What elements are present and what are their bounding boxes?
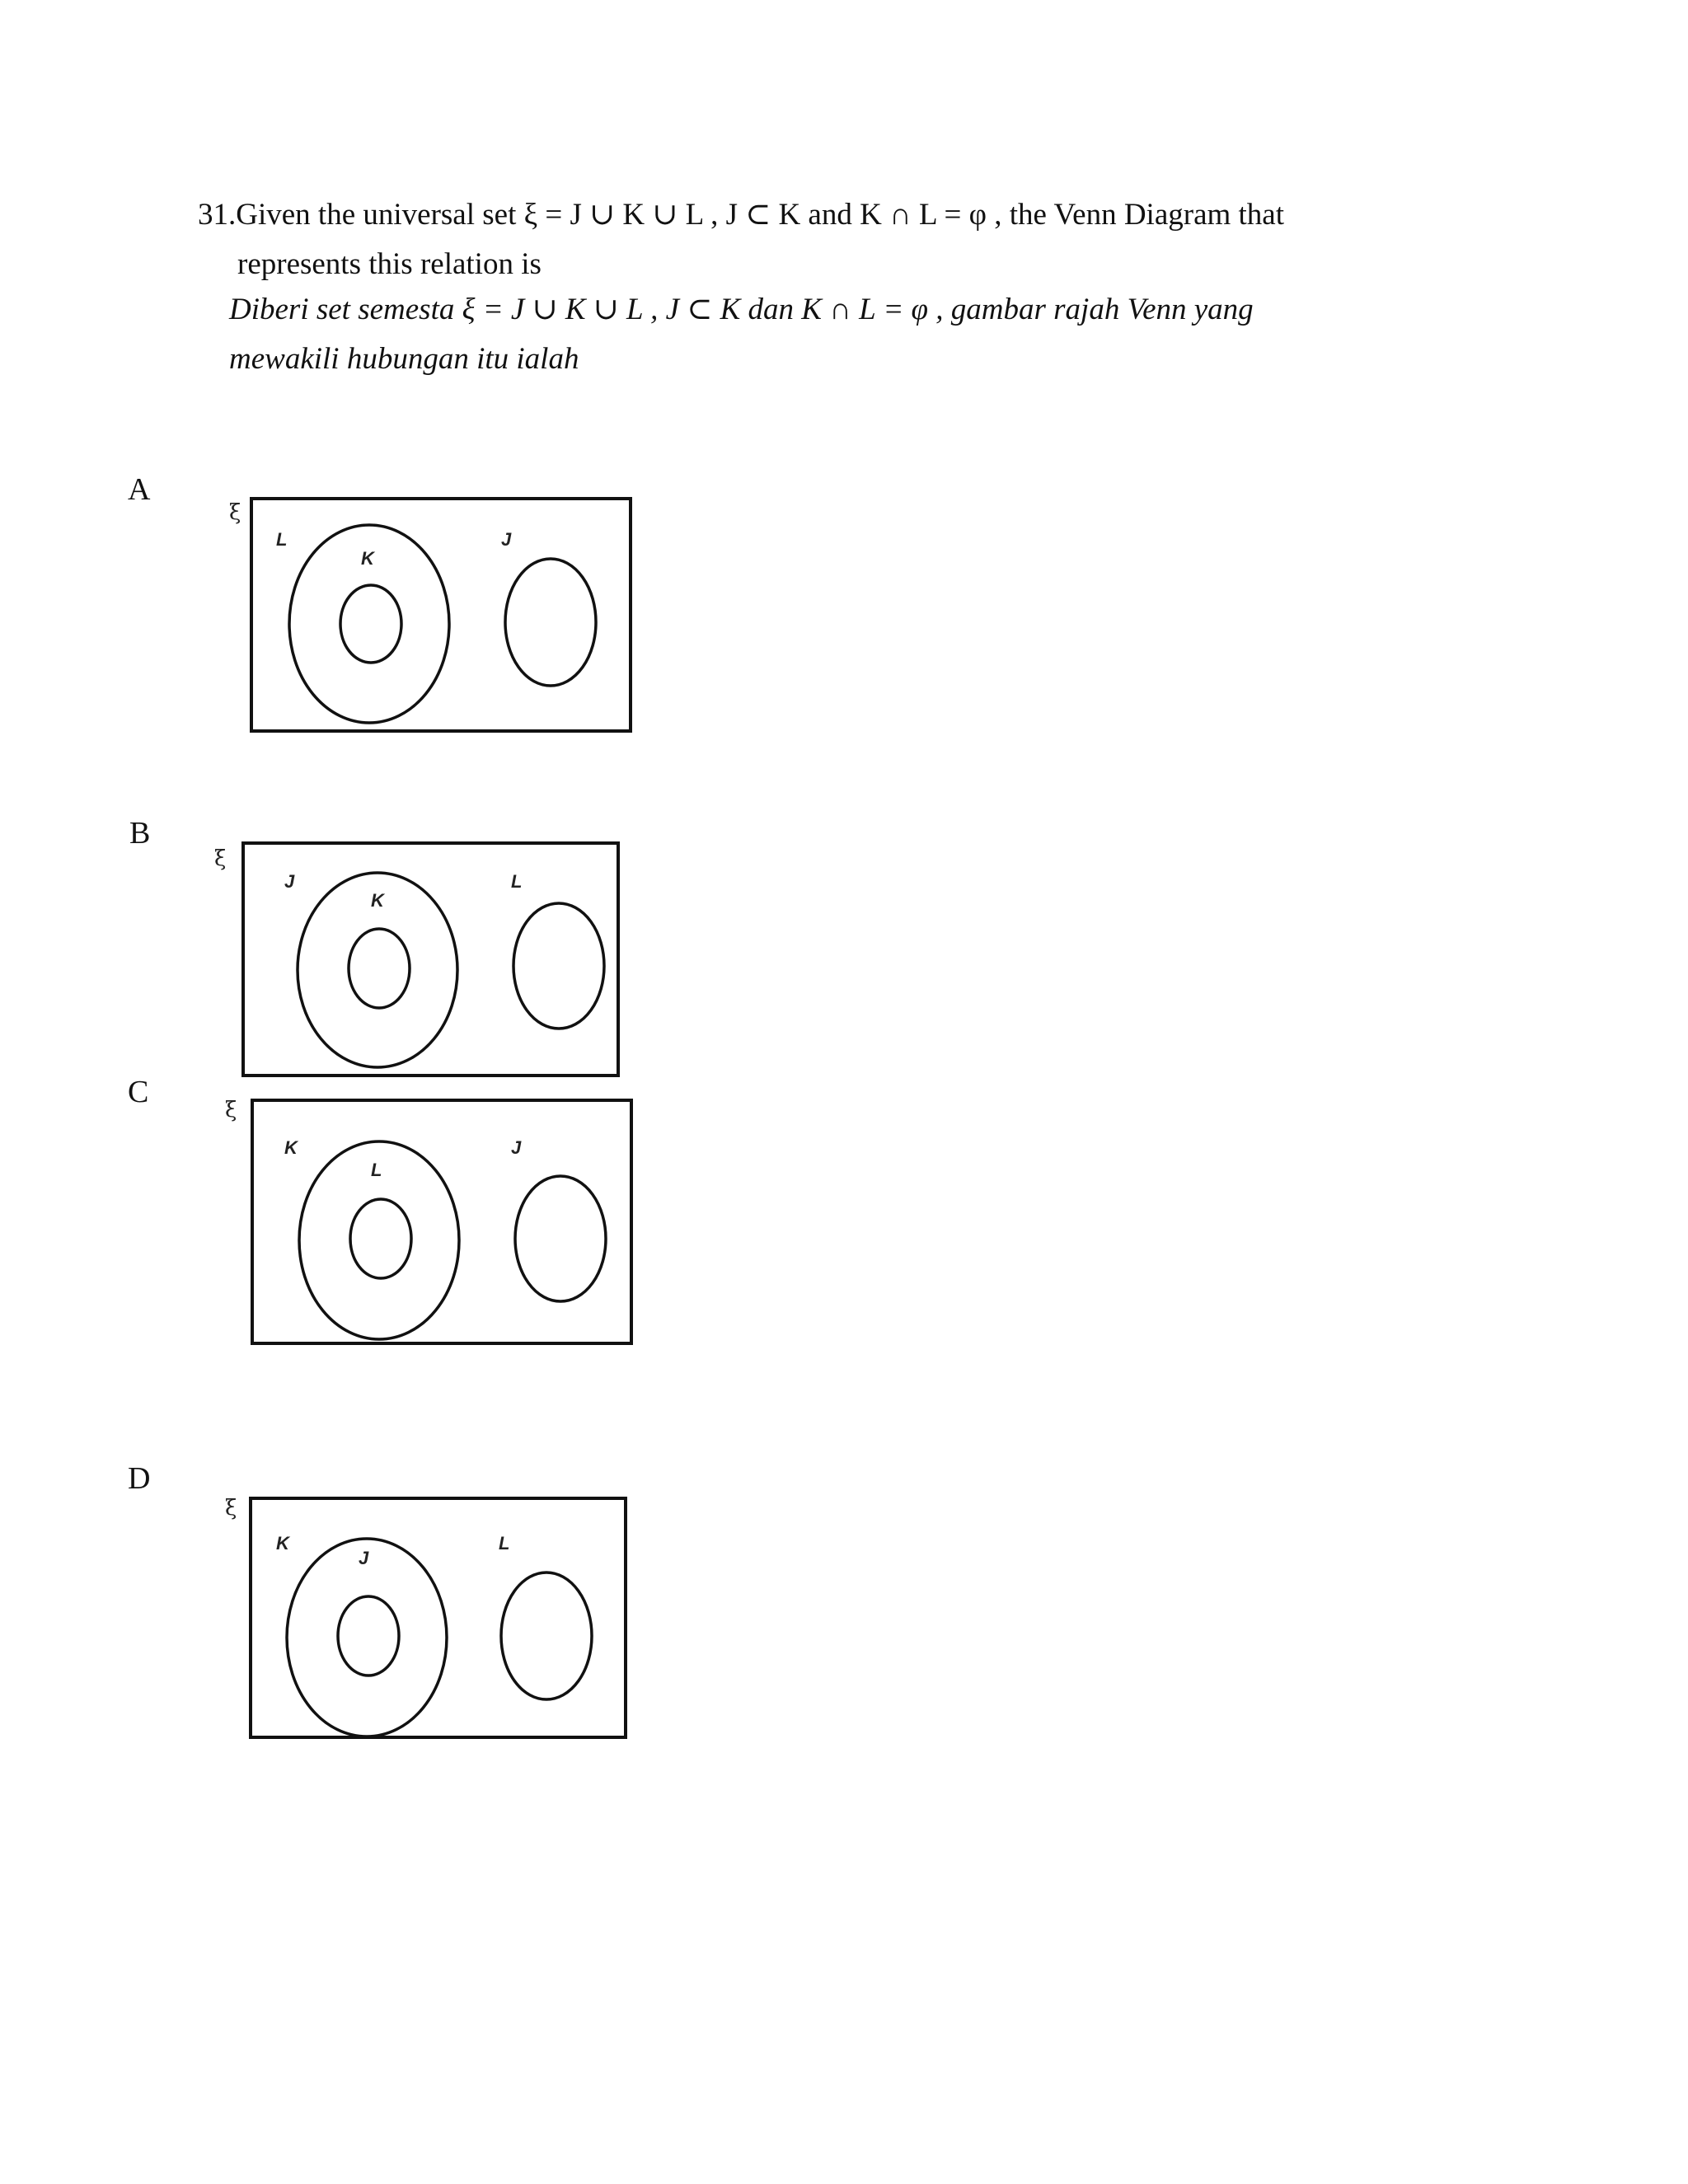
outer-set-label: L xyxy=(276,529,288,550)
separate-set-label: L xyxy=(511,871,523,892)
inner-circle xyxy=(338,1596,399,1675)
outer-set-label: K xyxy=(276,1533,289,1554)
inner-circle xyxy=(340,585,401,663)
universal-set-rect xyxy=(252,1100,631,1343)
venn-diagram-b[interactable] xyxy=(210,832,622,1080)
outer-circle xyxy=(287,1539,447,1736)
outer-set-label: K xyxy=(284,1137,298,1158)
separate-circle xyxy=(513,903,604,1029)
universal-set-rect xyxy=(251,499,631,731)
separate-circle xyxy=(505,559,596,686)
option-letter-b[interactable]: B xyxy=(129,816,151,851)
separate-set-label: J xyxy=(511,1137,522,1158)
separate-circle xyxy=(515,1176,606,1301)
question-line-3-malay: Diberi set semesta ξ = J ∪ K ∪ L , J ⊂ K dan K ∩ L = φ , gambar rajah Venn yang xyxy=(229,293,1254,326)
inner-set-label: K xyxy=(371,890,384,911)
venn-diagram-c[interactable] xyxy=(223,1092,635,1352)
venn-diagram-a[interactable] xyxy=(223,494,635,742)
option-letter-c[interactable]: C xyxy=(128,1075,149,1109)
universal-set-symbol: ξ xyxy=(225,1098,237,1122)
question-line-1: 31.Given the universal set ξ = J ∪ K ∪ L , J ⊂ K and K ∩ L = φ , the Venn Diagram that xyxy=(198,198,1284,232)
option-letter-a[interactable]: A xyxy=(128,472,151,507)
inner-circle xyxy=(350,1199,411,1278)
inner-set-label: J xyxy=(359,1548,369,1568)
venn-diagram-d[interactable] xyxy=(223,1492,635,1747)
universal-set-symbol: ξ xyxy=(214,846,227,871)
separate-circle xyxy=(501,1572,592,1699)
separate-set-label: L xyxy=(499,1533,510,1554)
universal-set-symbol: ξ xyxy=(229,500,241,525)
inner-set-label: K xyxy=(361,548,374,569)
outer-set-label: J xyxy=(284,871,295,892)
question-line-4-malay: mewakili hubungan itu ialah xyxy=(229,342,579,376)
inner-circle xyxy=(349,929,410,1008)
question-line-2: represents this relation is xyxy=(237,247,542,281)
option-letter-d[interactable]: D xyxy=(128,1461,151,1496)
separate-set-label: J xyxy=(501,529,512,550)
universal-set-symbol: ξ xyxy=(225,1496,237,1521)
inner-set-label: L xyxy=(371,1160,382,1180)
